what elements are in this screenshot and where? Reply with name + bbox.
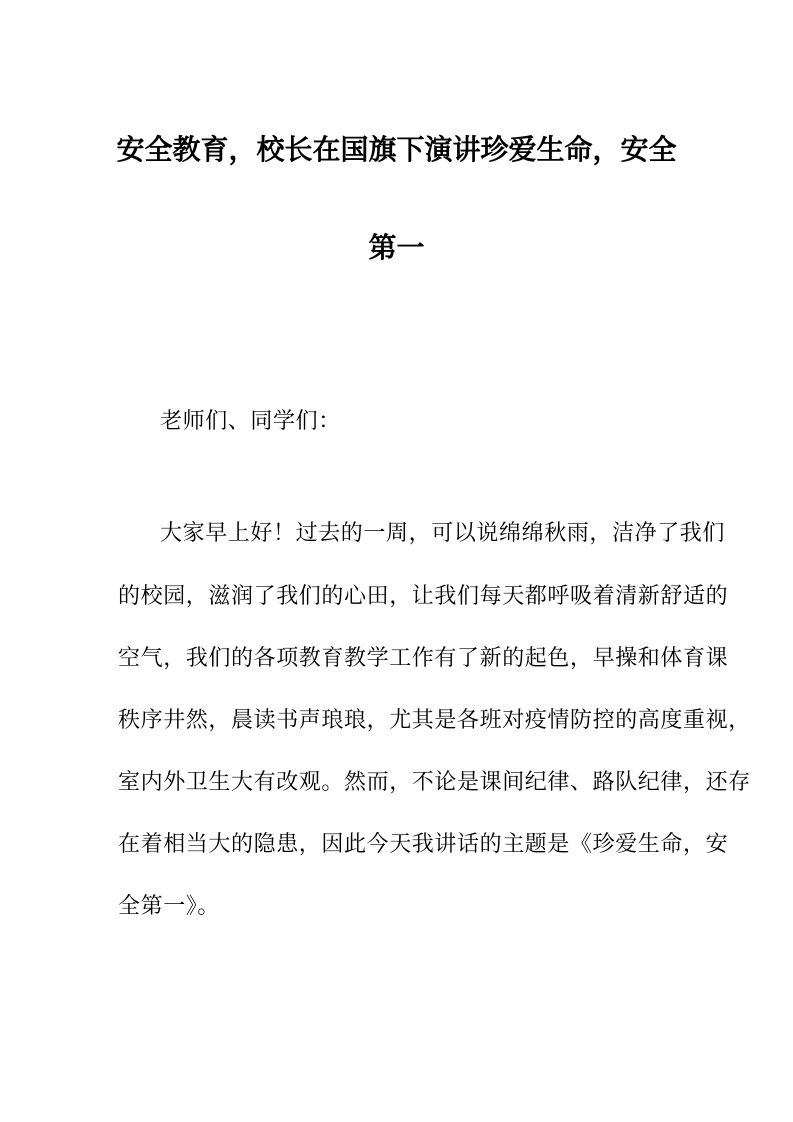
- paragraph-line: 室内外卫生大有改观。然而，不论是课间纪律、路队纪律，还存: [118, 770, 751, 795]
- document-title-line-1: 安全教育，校长在国旗下演讲珍爱生命，安全: [116, 133, 677, 166]
- paragraph-line: 空气，我们的各项教育教学工作有了新的起色，早操和体育课: [118, 646, 729, 671]
- document-title-line-2: 第一: [368, 231, 425, 264]
- paragraph-line: 全第一》。: [118, 894, 221, 919]
- paragraph-line: 秩序井然，晨读书声琅琅，尤其是各班对疫情防控的高度重视，: [118, 708, 751, 733]
- paragraph-line: 的校园，滋润了我们的心田，让我们每天都呼吸着清新舒适的: [118, 584, 729, 609]
- paragraph-line: 大家早上好！过去的一周，可以说绵绵秋雨，洁净了我们: [160, 521, 726, 546]
- paragraph-line: 在着相当大的隐患，因此今天我讲话的主题是《珍爱生命，安: [118, 832, 729, 857]
- greeting: 老师们、同学们：: [160, 409, 341, 434]
